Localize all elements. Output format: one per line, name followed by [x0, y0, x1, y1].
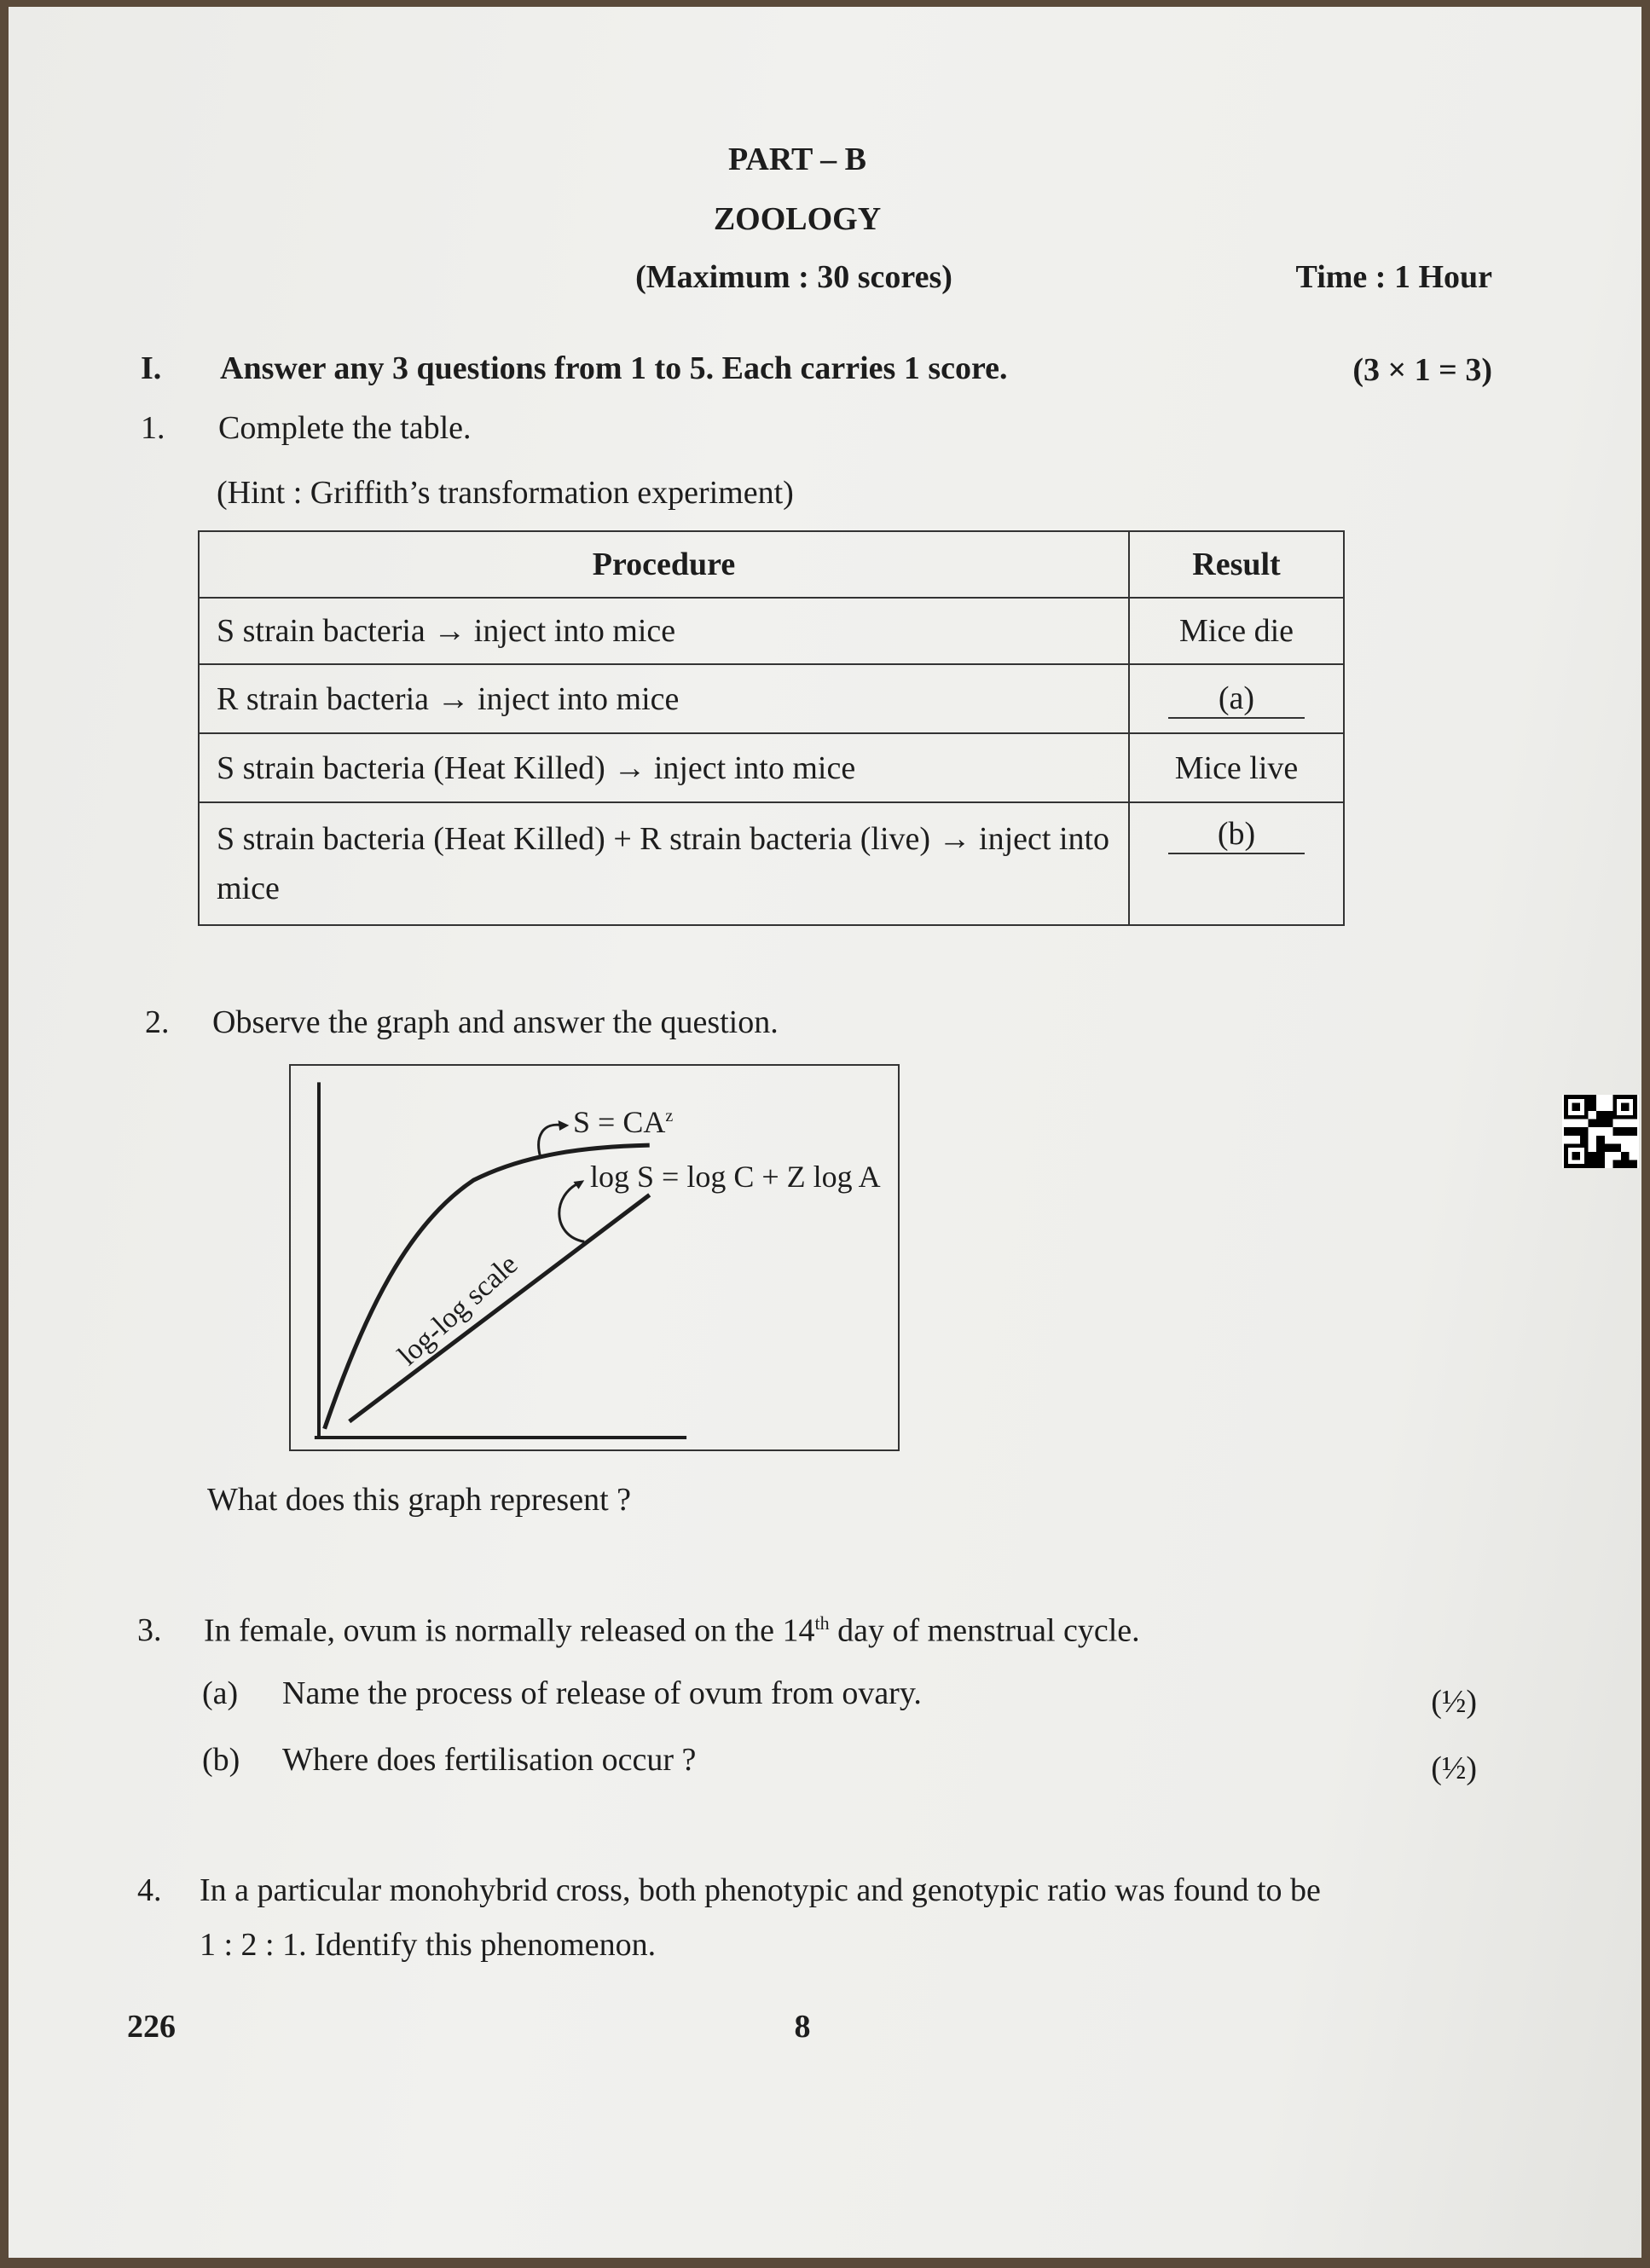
header-result: Result	[1129, 531, 1344, 598]
line-arrow	[559, 1183, 584, 1241]
q2-number: 2.	[145, 1004, 170, 1040]
section-marks: (3 × 1 = 3)	[1352, 352, 1492, 388]
q4-line1: In a particular monohybrid cross, both phenotypic and genotypic ratio was found to be	[200, 1872, 1321, 1908]
paper-code: 226	[127, 2009, 176, 2045]
q1-hint: (Hint : Griffith’s transformation experiment)	[217, 475, 794, 511]
q4-number: 4.	[137, 1872, 162, 1908]
part-title: PART – B	[728, 142, 866, 177]
q2-text: Observe the graph and answer the question.	[212, 1004, 779, 1040]
q4-line2: 1 : 2 : 1. Identify this phenomenon.	[200, 1927, 657, 1963]
q3a-label: (a)	[202, 1675, 239, 1711]
procedure-cell: S strain bacteria (Heat Killed) → inject into mice	[199, 733, 1129, 802]
q3b-text: Where does fertilisation occur ?	[282, 1742, 697, 1778]
result-cell: Mice die	[1129, 598, 1344, 664]
griffith-table	[198, 530, 1345, 926]
subject-title: ZOOLOGY	[713, 201, 882, 237]
result-blank-b: (b)	[1168, 815, 1305, 854]
procedure-cell: S strain bacteria → inject into mice	[199, 598, 1129, 664]
q3-text: In female, ovum is normally released on the 14th day of menstrual cycle.	[204, 1612, 1140, 1649]
qr-code	[1562, 1095, 1639, 1168]
section-instruction: Answer any 3 questions from 1 to 5. Each carries 1 score.	[220, 350, 1008, 386]
time: Time : 1 Hour	[1295, 259, 1492, 295]
result-cell: Mice live	[1129, 733, 1344, 802]
q3b-marks: (½)	[1431, 1750, 1477, 1786]
scale-label: log-log scale	[391, 1248, 524, 1372]
header-procedure: Procedure	[199, 531, 1129, 598]
curve-label: $S = CA^z$	[573, 1105, 674, 1139]
page-number: 8	[794, 2009, 811, 2045]
section-number: I.	[141, 350, 162, 386]
procedure-cell: S strain bacteria (Heat Killed) + R strain bacteria (live) → inject into mice	[199, 802, 1129, 925]
line-label: log S = log C + Z log A	[590, 1160, 881, 1194]
q3a-marks: (½)	[1431, 1684, 1477, 1720]
max-scores: (Maximum : 30 scores)	[635, 259, 952, 295]
q1-text: Complete the table.	[218, 410, 472, 446]
q2-question: What does this graph represent ?	[207, 1482, 631, 1518]
q3b-label: (b)	[202, 1742, 240, 1778]
q3-number: 3.	[137, 1612, 162, 1648]
result-blank-a: (a)	[1168, 680, 1305, 719]
log-line	[350, 1195, 650, 1421]
procedure-cell: R strain bacteria → inject into mice	[199, 664, 1129, 733]
q3a-text: Name the process of release of ovum from ovary.	[282, 1675, 922, 1711]
q1-number: 1.	[141, 410, 165, 446]
